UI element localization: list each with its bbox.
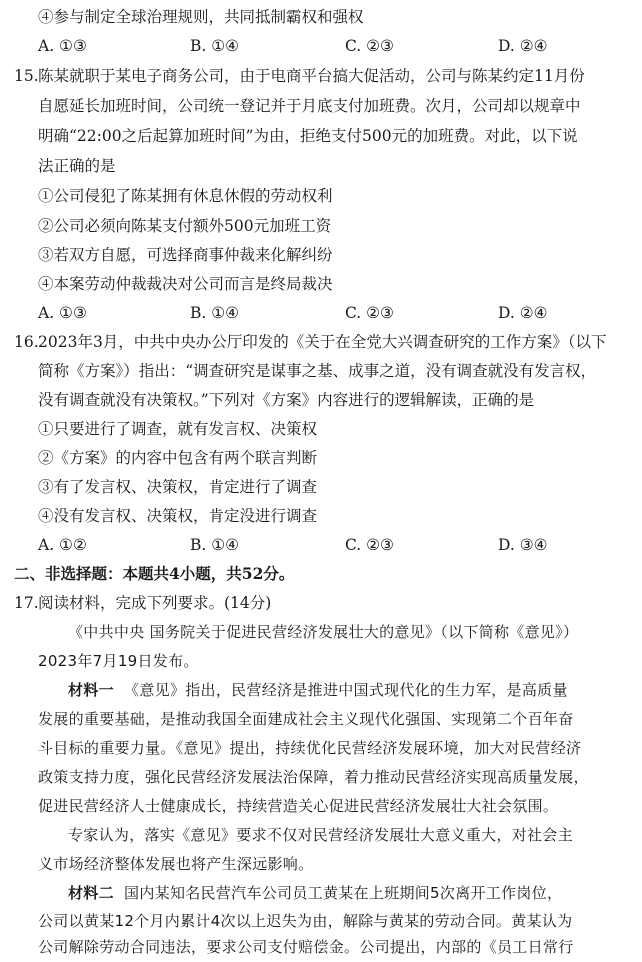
q16-stem-line-3: 没有调查就没有决策权。”下列对《方案》内容进行的逻辑解读，正确的是	[38, 391, 535, 409]
q17-expert-line-1: 专家认为，落实《意见》要求不仅对民营经济发展壮大意义重大，对社会主	[68, 826, 573, 844]
q15-item-2: ②公司必须向陈某支付额外500元加班工资	[38, 217, 332, 235]
q15-number: 15.	[14, 67, 39, 85]
q17-material-1-line-3: 斗目标的重要力量。《意见》提出，持续优化民营经济发展环境，加大对民营经济	[38, 739, 582, 757]
q15-stem-line-1: 15.陈某就职于某电子商务公司，由于电商平台搞大促活动，公司与陈某约定11月份	[0, 61, 642, 91]
q15-option-b: B. ①④	[190, 304, 240, 322]
q16-item-4: ④没有发言权、决策权，肯定没进行调查	[38, 507, 318, 525]
q17-material-1-line-5: 促进民营经济人士健康成长，持续营造关心促进民营经济发展壮大社会氛围。	[38, 797, 559, 815]
material-1-label: 材料一	[68, 681, 114, 699]
q17-material-1-line-2: 发展的重要基础，是推动我国全面建成社会主义现代化强国、实现第二个百年奋	[38, 710, 574, 728]
section-2-heading: 二、非选择题：本题共4小题，共52分。	[14, 564, 295, 583]
q16-option-b: B. ①④	[190, 536, 240, 554]
q16-item-3: ③有了发言权、决策权，肯定进行了调查	[38, 478, 318, 496]
q14-option-b: B. ①④	[190, 37, 240, 55]
q16-option-d: D. ③④	[498, 536, 548, 554]
q15-options	[0, 298, 642, 328]
q16-number: 16.	[14, 333, 39, 351]
q17-p1-line-1: 《中共中央 国务院关于促进民营经济发展壮大的意见》（以下简称《意见》）	[68, 623, 579, 641]
q17-material-1-line-4: 政策支持力度，强化民营经济发展法治保障，着力推动民营经济实现高质量发展，	[38, 768, 589, 786]
q16-option-c: C. ②③	[345, 536, 394, 554]
q16-stem-line-2: 简称《方案》）指出：“调查研究是谋事之基、成事之道，没有调查就没有发言权，	[38, 362, 597, 380]
q16-options	[0, 530, 642, 560]
q16-item-2: ②《方案》的内容中包含有两个联言判断	[38, 449, 318, 467]
q16-option-a: A. ①②	[38, 536, 87, 554]
q14-option-c: C. ②③	[345, 37, 394, 55]
q15-stem-line-2: 自愿延长加班时间，公司统一登记并于月底支付加班费。次月，公司却以规章中	[38, 97, 581, 115]
q15-item-3: ③若双方自愿，可选择商事仲裁来化解纠纷	[38, 246, 333, 264]
q16-item-1: ①只要进行了调查，就有发言权、决策权	[38, 420, 318, 438]
q14-options	[0, 31, 642, 61]
material-2-label: 材料二	[68, 884, 114, 902]
q17-intro: 17.阅读材料，完成下列要求。(14分)	[0, 588, 642, 618]
q15-option-c: C. ②③	[345, 304, 394, 322]
q16-stem-line-1: 16.2023年3月，中共中央办公厅印发的《关于在全党大兴调查研究的工作方案》（以下	[0, 327, 642, 357]
q14-option-a: A. ①③	[38, 37, 87, 55]
q15-item-4: ④本案劳动仲裁裁决对公司而言是终局裁决	[38, 275, 333, 293]
q17-material-2-line-3: 公司解除劳动合同违法，要求公司支付赔偿金。公司提出，内部的《员工日常行	[38, 938, 574, 956]
q17-expert-line-2: 义市场经济整体发展也将产生深远影响。	[38, 855, 314, 873]
q17-material-2-line-2: 公司以黄某12个月内累计4次以上迟失为由，解除与黄某的劳动合同。黄某认为	[38, 912, 573, 930]
q17-material-2-line-1: 材料二 国内某知名民营汽车公司员工黄某在上班期间5次离开工作岗位，	[68, 884, 563, 902]
q15-stem-line-3: 明确“22:00之后起算加班时间”为由，拒绝支付500元的加班费。对此，以下说	[38, 127, 578, 145]
q14-option-d: D. ②④	[498, 37, 548, 55]
q15-option-a: A. ①③	[38, 304, 87, 322]
q15-option-d: D. ②④	[498, 304, 548, 322]
q14-item-4: ④参与制定全球治理规则，共同抵制霸权和强权	[38, 8, 364, 26]
q17-number: 17.	[14, 594, 39, 612]
q17-p1-line-2: 2023年7月19日发布。	[38, 652, 199, 670]
q17-material-1-line-1: 材料一 《意见》指出，民营经济是推进中国式现代化的生力军，是高质量	[68, 681, 568, 699]
q15-stem-line-4: 法正确的是	[38, 157, 116, 175]
q15-item-1: ①公司侵犯了陈某拥有休息休假的劳动权利	[38, 187, 333, 205]
